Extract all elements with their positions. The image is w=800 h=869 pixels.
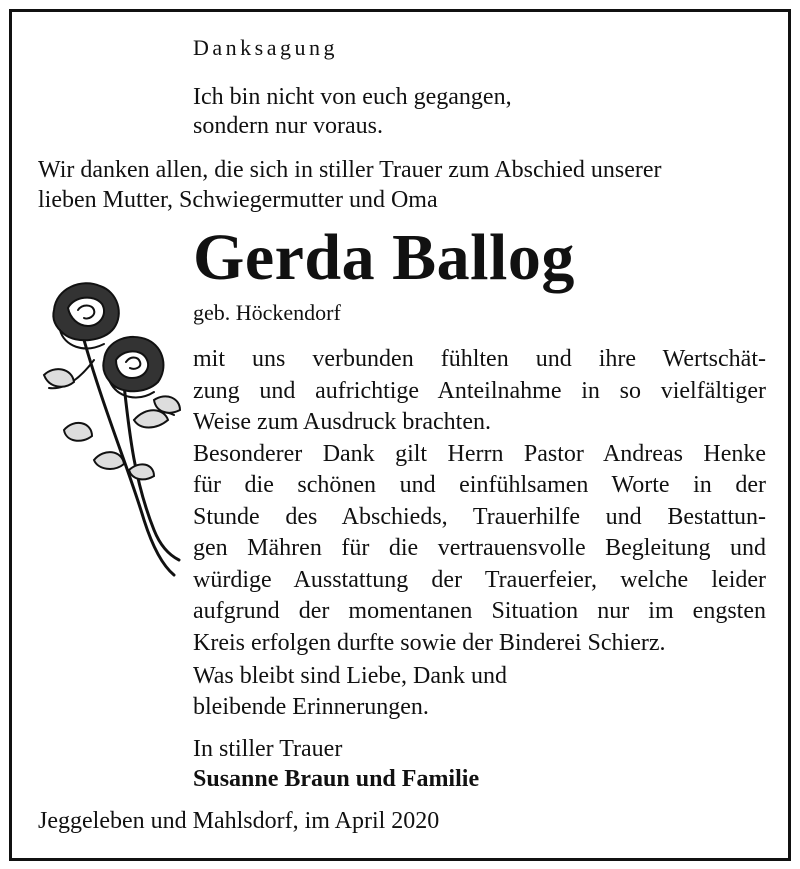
body-line: Weise zum Ausdruck brachten. [193,409,491,435]
body-line: gen Mähren für die vertrauensvolle Begleitung und [193,535,766,561]
closing-line: bleibende Erinnerungen. [193,694,429,720]
thanks-line: Wir danken allen, die sich in stiller Trauer zum Abschied unserer [38,157,662,183]
mourning-line: In stiller Trauer [193,736,343,762]
thanks-line: lieben Mutter, Schwiegermutter und Oma [38,187,438,213]
body-line: aufgrund der momentanen Situation nur im engsten [193,598,766,624]
quote-line: Ich bin nicht von euch gegangen, [193,84,512,110]
body-line: Kreis erfolgen durfte sowie der Binderei Schierz. [193,629,666,656]
body-line: Besonderer Dank gilt Herrn Pastor Andreas Henke [193,440,766,467]
notice-heading: Danksagung [193,35,338,60]
birth-name: geb. Höckendorf [193,300,341,325]
quote-line: sondern nur voraus. [193,113,383,139]
closing-line: Was bleibt sind Liebe, Dank und [193,663,508,689]
body-line: mit uns verbunden fühlten und ihre Wertschät- [193,346,766,372]
body-line: Stunde des Abschieds, Trauerhilfe und Bestattun- [193,503,766,530]
place-date: Jeggeleben und Mahlsdorf, im April 2020 [38,808,440,834]
roses-illustration-icon [34,270,184,580]
body-line: zung und aufrichtige Anteilnahme in so vielfältiger [193,377,766,404]
body-line: für die schönen und einfühlsamen Worte in der [193,472,766,498]
body-line: würdige Ausstattung der Trauerfeier, welche leider [193,566,766,593]
family-signature: Susanne Braun und Familie [193,766,480,792]
deceased-name: Gerda Ballog [193,221,575,294]
